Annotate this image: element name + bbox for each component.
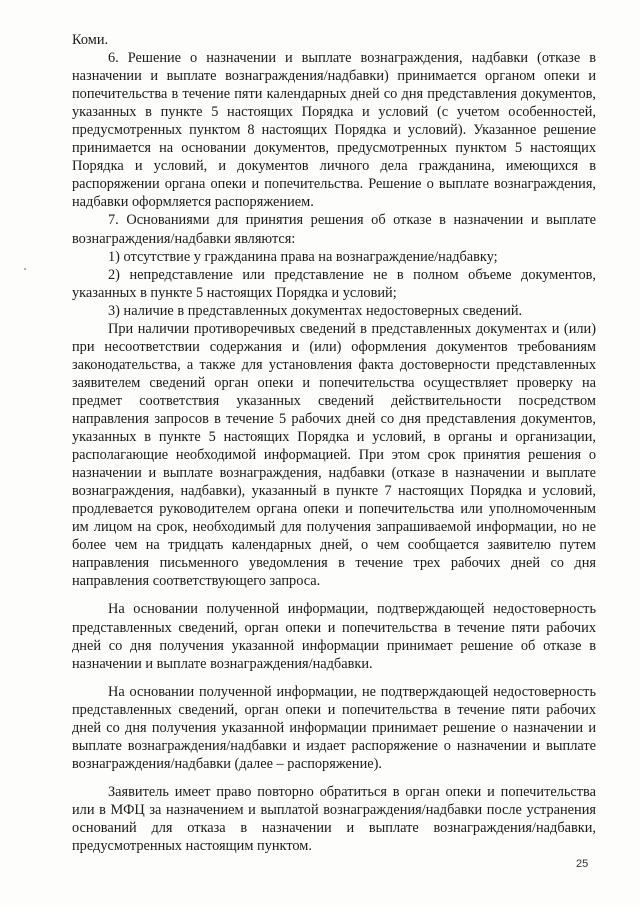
list-item-2: 2) непредставление или представление не в полном объеме документов, указанных в пункте 5 настоящих Порядка и условий;	[72, 266, 596, 301]
list-item-1: 1) отсутствие у гражданина права на вознаграждение/надбавку;	[108, 248, 498, 265]
paragraph-continuation: Коми.	[72, 32, 109, 48]
document-body	[72, 31, 596, 855]
paragraph-clause-7: 7. Основаниями для принятия решения об отказе в назначении и выплате вознаграждения/надбавки являются:	[72, 212, 596, 247]
paragraph-approval-decision: На основании полученной информации, не подтверждающей недостоверность представленных сведений, орган опеки и попечительства в течение пяти рабочих дней со дня получения указанной информации принимает решение о назначении и выплате вознаграждения/надбавки и издает распоряжение о назначении и выплате вознаграждения/надбавки (далее – распоряжение).	[72, 683, 596, 772]
paragraph-reapplication: Заявитель имеет право повторно обратиться в орган опеки и попечительства или в МФЦ за назначением и выплатой вознаграждения/надбавки после устранения оснований для отказа в назначении и выплате вознаграждения/надбавки, предусмотренных настоящим пунктом.	[72, 783, 596, 855]
page-number: 25	[576, 858, 589, 870]
paragraph-verification: При наличии противоречивых сведений в представленных документах и (или) при несоответствии содержания и (или) оформления документов требованиям законодательства, а также для установления факта достоверности представленных заявителем сведений орган опеки и попечительства осуществляет проверку на предмет соответствия указанных сведений действительности посредством направления запросов в течение 5 рабочих дней со дня представления документов, указанных в пункте 5 настоящих Порядка и условий, в органы и организации, располагающие необходимой информацией. При этом срок принятия решения о назначении и выплате вознаграждения, надбавки (отказе в назначении и выплате вознаграждения, надбавки), указанный в пункте 7 настоящих Порядка и условий, продлевается руководителем органа опеки и попечительства или уполномоченным им лицом на срок, необходимый для получения запрашиваемой информации, но не более чем на тридцать календарных дней, о чем сообщается заявителю путем направления письменного уведомления в течение трех рабочих дней со дня направления соответствующего запроса.	[72, 320, 596, 590]
paragraph-clause-6: 6. Решение о назначении и выплате вознаграждения, надбавки (отказе в назначении и выплате вознаграждения/надбавки) принимается органом опеки и попечительства в течение пяти календарных дней со дня представления документов, указанных в пункте 5 настоящих Порядка и условий (с учетом особенностей, предусмотренных пунктом 8 настоящих Порядка и условий). Указанное решение принимается на основании документов, предусмотренных пунктом 5 настоящих Порядка и условий, и документов личного дела гражданина, имеющихся в распоряжении органа опеки и попечительства. Решение о выплате вознаграждения, надбавки оформляется распоряжением.	[72, 50, 596, 211]
scan-speck	[24, 268, 26, 270]
paragraph-refusal-decision: На основании полученной информации, подтверждающей недостоверность представленных сведений, орган опеки и попечительства в течение пяти рабочих дней со дня получения указанной информации принимает решение об отказе в назначении и выплате вознаграждения/надбавки.	[72, 601, 596, 672]
list-item-3: 3) наличие в представленных документах недостоверных сведений.	[108, 302, 523, 319]
